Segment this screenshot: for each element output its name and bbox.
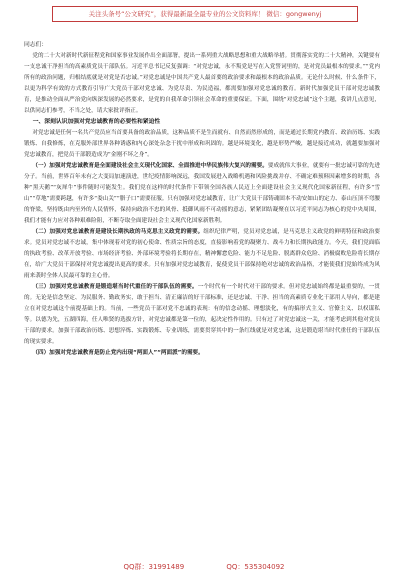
point-heading-3: （三）加强对党忠诚教育是锻造堪当时代重任的干部队伍的需要。	[32, 284, 198, 290]
document-body	[24, 28, 380, 359]
paragraph-section-1: 对党忠诚是任何一名共产党员应当首要具备的政治品质，这种品质不是生而就有、自然而然形成的，而是通过长期党内教育、政治历练、实践锻炼、自我修炼，在克服外部世界各种诱惑和内心深处杂念干扰中形成和巩固的。越是环境变化，越是形势严峻，越是接近成功，就越要加强对党忠诚教育，把党员干部锻造成为“金刚不坏之身”。	[24, 130, 380, 158]
salutation: 同志们：	[24, 42, 48, 48]
footer-qq-group: QQ群：31991489	[123, 563, 185, 571]
paragraph-point-3	[24, 282, 380, 348]
footer-qq-number: QQ：535304092	[226, 563, 285, 571]
point-heading-2: （二）加强对党忠诚教育是建设长期执政的马克思主义政党的需要。	[32, 229, 204, 235]
point-body-3: 一个时代有一个时代对干部的要求。但对党忠诚始终都是最重要的，一贯的。无论是信念坚定、为民服务、勤政务实，敢于担当、清正廉洁的好干部标准，还是忠诚、干净、担当的高素质专业化干部用人导向，都是建立在对党忠诚这个前提基础上的。当前，一些党员干部对党不忠诚的表现：有的信念动摇、理想淡化，有的搞形式主义、官僚主义、以权谋私等。以德为先，五湖四海，任人唯贤的选拔方针，对党忠诚都是第一位的，起决定性作用的。只有过了对党忠诚这一关，才能考虑到其他对党员干部的要求。加强干部政治历练、思想淬炼、实践锻炼、专业训练，需要贯穿其中的一条红线就是对党忠诚，这是锻造堪当时代重任的干部队伍的现实要求。	[24, 284, 380, 345]
section-heading-1: 一、深刻认识加强对党忠诚教育的必要性和紧迫性	[32, 119, 161, 125]
point-heading-4: （四）加强对党忠诚教育是防止党内出现“两面人”“两面派”的需要。	[32, 350, 204, 356]
header-banner-text: 关注头条号“公文研究”，获得最新最全最专业的公文资料库！ 微信：gongwenyj	[88, 10, 322, 18]
paragraph-point-1	[24, 161, 380, 227]
paragraph-point-4	[24, 348, 380, 359]
paragraph-point-2	[24, 227, 380, 282]
point-body-1: 要成就伟大事业，就要有一批忠诚可靠的先进分子。当前，世界百年未有之大变局加速演进，世纪疫情影响深远，我国发展进入战略机遇和风险挑战并存、不确定难预料因素增多的时期，各种“黑天鹅”“灰犀牛”事件随时可能发生。我们党在这样的时代条件下带领全国各族人民迈上全面建设社会主义现代化国家新征程，有许多“雪山”“草地”需要跨越，有许多“娄山关”“腊子口”需要征服。只有加强对党忠诚教育，让广大党员干部铸魂固本不动安如山的定力、泰山压顶不弯腰的脊梁，坚持既由内至外的人民情怀，保持向政治不忠的风骨、抵御风雨不可动摇的意志，紧紧团结凝聚在以习近平同志为核心的党中央周围，我们才能有力应对各种艰难险阻，不断夺取全面建设社会主义现代化国家新胜利。	[24, 163, 380, 224]
header-banner	[52, 6, 358, 22]
paragraph-intro: 党的二十大对新时代新征程党和国家事业发展作出全面部署，提出一系列重大战略思想和重大战略举措。贯彻落实党的二十大精神，关键要有一支忠诚干净担当的高素质党员干部队伍。习近平总书记反复强调：“对党忠诚，永不叛党是写在入党誓词里的，是对党员最根本的要求。”“党内所有的政治问题，归根结底就是对党是否忠诚。”对党忠诚是中国共产党人最首要的政治要求和最根本的政治品质。无论什么时候、什么条件下，以更为科学有效的方式教育引导广大党员干部对党忠诚、为党尽责、为民造福，都需要加强对党忠诚的教育。新时代加强党员干部对党忠诚教育，是推动全面从严治党向纵深发展的必然要求，是党的自我革命引领社会革命的重要保证。下面，围绕“对党忠诚”这个主题，我讲几点意见，以供同志们参考，不当之处，请大家批评指正。	[24, 53, 380, 114]
footer-contact	[0, 562, 408, 572]
point-body-2: 组织纪律严明，党员对党忠诚，是马克思主义政党的鲜明特征和政治要求。党员对党忠诚不忠诚，集中体现着对党的初心使命、性质宗旨的态度，直接影响着党的凝聚力、战斗力和长期执政能力。今天，我们党面临的执政考验、改革开放考验、市场经济考验、外部环境考验将长期存在，精神懈怠危险、能力不足危险、脱离群众危险、消极腐败危险将长期存在，给广大党员干部保持对党忠诚提出更高的要求。只有加强对党忠诚教育，促使党员干部保持绝对忠诚的政治品格，才能使我们党始终成为风雨来袭时全体人民最可靠的主心骨。	[24, 229, 380, 279]
point-heading-1: （一）加强对党忠诚教育是全面建设社会主义现代化国家、全面推进中华民族伟大复兴的需要。	[32, 163, 268, 169]
